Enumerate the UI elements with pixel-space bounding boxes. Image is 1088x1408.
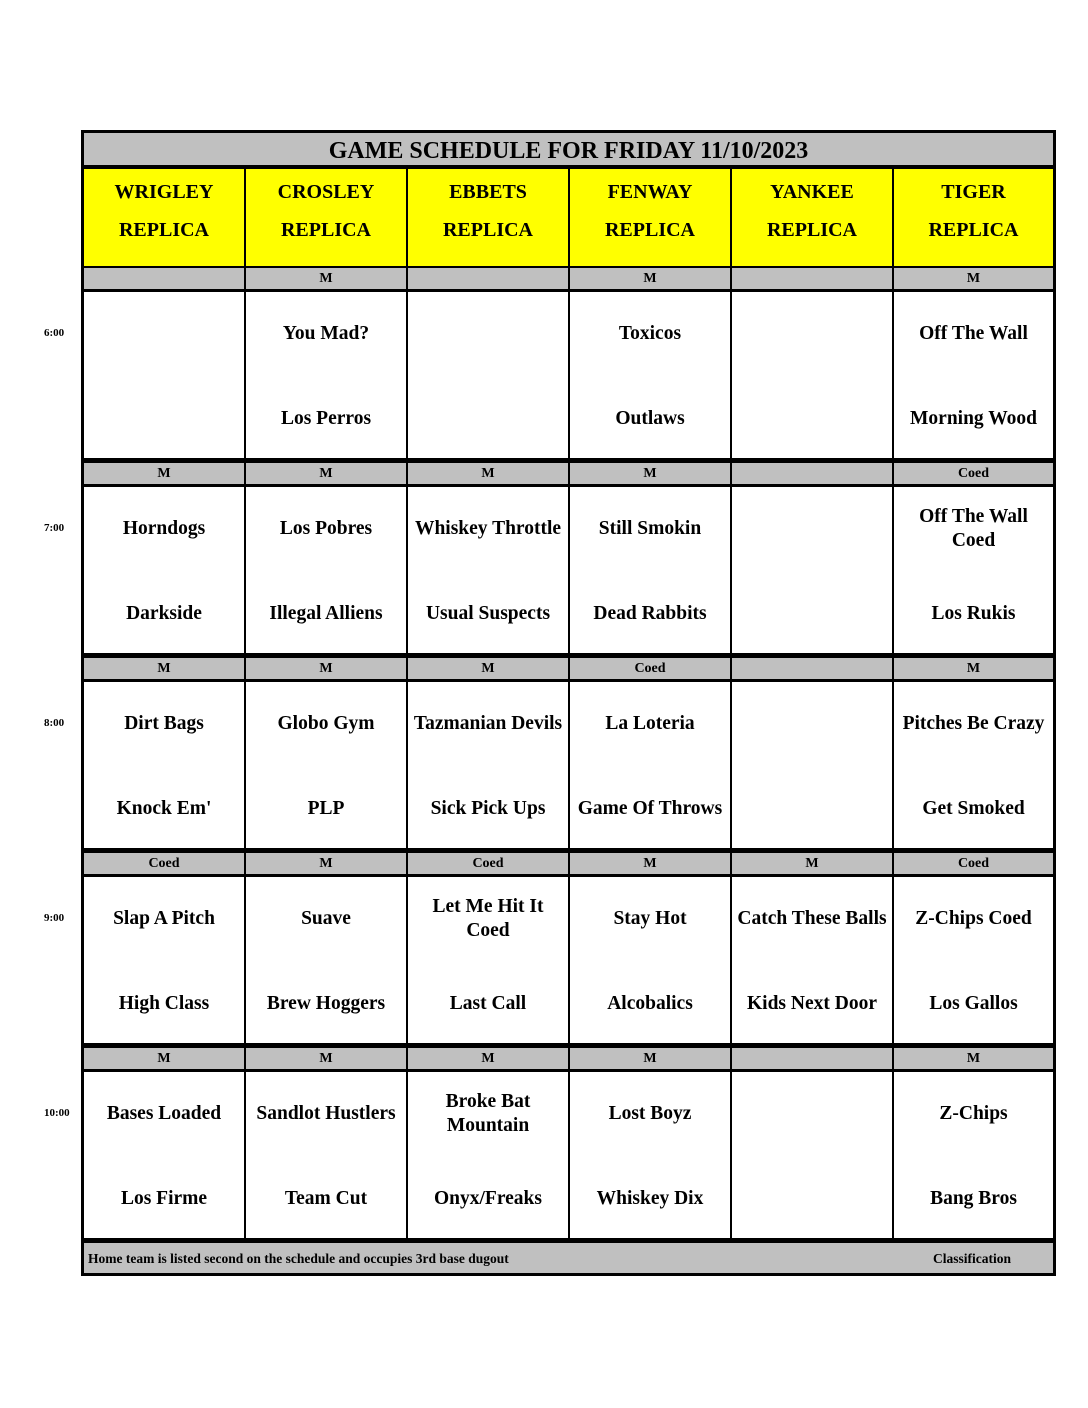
home-team: Sick Pick Ups <box>430 798 546 819</box>
away-team: Z-Chips <box>939 1103 1008 1124</box>
game-cell <box>570 877 730 1043</box>
home-team: Onyx/Freaks <box>434 1188 542 1209</box>
classification-cell <box>84 268 244 289</box>
classification-cell <box>732 1048 892 1069</box>
away-team <box>408 308 568 360</box>
classification-cell: M <box>84 463 244 484</box>
field-subtitle: REPLICA <box>118 219 209 241</box>
away-team: Off The Wall <box>919 323 1028 344</box>
classification-cell: Coed <box>84 853 244 874</box>
game-cell <box>894 487 1053 653</box>
home-team <box>732 588 892 640</box>
home-team: Usual Suspects <box>425 603 551 624</box>
away-team <box>84 308 244 360</box>
classification-cell: M <box>246 268 406 289</box>
home-team: Team Cut <box>284 1188 368 1209</box>
away-team: Los Pobres <box>279 518 373 539</box>
classification-cell: M <box>246 853 406 874</box>
game-cell <box>246 877 406 1043</box>
classification-cell: M <box>84 658 244 679</box>
home-team: Whiskey Dix <box>596 1188 704 1209</box>
time-label: 8:00 <box>44 717 65 729</box>
classification-cell: M <box>570 853 730 874</box>
home-team: Brew Hoggers <box>266 993 386 1014</box>
away-team: Sandlot Hustlers <box>256 1103 396 1124</box>
classification-cell: M <box>408 1048 568 1069</box>
field-subtitle: REPLICA <box>928 219 1019 241</box>
home-team: Bang Bros <box>930 1188 1017 1209</box>
classification-cell: M <box>246 463 406 484</box>
field-name: EBBETS <box>449 181 527 203</box>
game-cell <box>732 292 892 458</box>
schedule-table <box>81 130 1056 1276</box>
footer-row <box>84 1243 1053 1273</box>
game-cell <box>570 292 730 458</box>
field-header-ebbets <box>408 169 568 266</box>
away-team: Catch These Balls <box>737 908 887 929</box>
away-team: Z-Chips Coed <box>915 908 1032 929</box>
classification-cell: Coed <box>408 853 568 874</box>
game-cell <box>408 1072 568 1238</box>
game-cell <box>84 682 244 848</box>
away-team: Horndogs <box>122 518 206 539</box>
game-cell <box>84 877 244 1043</box>
classification-cell <box>732 463 892 484</box>
home-team <box>408 393 568 445</box>
field-header-tiger <box>894 169 1053 266</box>
game-cell <box>570 1072 730 1238</box>
home-team: Morning Wood <box>910 408 1037 429</box>
away-team: Still Smokin <box>598 518 702 539</box>
away-team <box>732 698 892 750</box>
away-team: Whiskey Throttle <box>414 518 562 539</box>
game-cell <box>246 1072 406 1238</box>
game-cell <box>408 877 568 1043</box>
game-cell <box>894 1072 1053 1238</box>
game-cell <box>84 1072 244 1238</box>
classification-cell <box>732 268 892 289</box>
away-team: La Loteria <box>605 713 695 734</box>
away-team <box>732 503 892 555</box>
game-cell <box>894 877 1053 1043</box>
away-team: Globo Gym <box>277 713 375 734</box>
classification-cell: M <box>84 1048 244 1069</box>
away-team: Slap A Pitch <box>113 908 215 929</box>
home-team <box>732 783 892 835</box>
game-cell <box>732 1072 892 1238</box>
field-header-wrigley <box>84 169 244 266</box>
home-team <box>84 393 244 445</box>
footer-legend: Classification <box>933 1251 1012 1266</box>
away-team: Let Me Hit It Coed <box>432 896 544 941</box>
game-cell <box>894 682 1053 848</box>
home-team: Last Call <box>449 993 527 1014</box>
away-team: Bases Loaded <box>106 1103 222 1124</box>
away-team: Tazmanian Devils <box>413 713 563 734</box>
game-cell <box>570 487 730 653</box>
home-team: Darkside <box>126 603 202 624</box>
time-label: 10:00 <box>44 1107 70 1119</box>
classification-cell <box>408 268 568 289</box>
classification-cell <box>732 658 892 679</box>
field-header-yankee <box>732 169 892 266</box>
classification-cell: M <box>570 1048 730 1069</box>
field-name: TIGER <box>941 181 1006 203</box>
home-team <box>732 1173 892 1225</box>
home-team: Illegal Alliens <box>269 603 383 624</box>
away-team: Off The Wall Coed <box>919 506 1028 551</box>
game-cell <box>732 487 892 653</box>
home-team: Dead Rabbits <box>593 603 707 624</box>
home-team <box>732 393 892 445</box>
game-cell <box>246 487 406 653</box>
schedule-title: GAME SCHEDULE FOR FRIDAY 11/10/2023 <box>84 133 1053 167</box>
classification-cell: Coed <box>894 853 1053 874</box>
game-cell <box>246 292 406 458</box>
classification-cell: M <box>732 853 892 874</box>
field-name: YANKEE <box>770 181 854 203</box>
away-team <box>732 1088 892 1140</box>
game-cell <box>894 292 1053 458</box>
time-label: 9:00 <box>44 912 65 924</box>
footer-note: Home team is listed second on the schedule and occupies 3rd base dugout <box>88 1251 509 1266</box>
classification-cell: M <box>894 268 1053 289</box>
home-team: Game Of Throws <box>577 798 723 819</box>
time-label: 7:00 <box>44 522 65 534</box>
away-team: Broke Bat Mountain <box>445 1091 531 1136</box>
field-name: WRIGLEY <box>114 181 214 203</box>
game-cell <box>732 682 892 848</box>
classification-cell: M <box>894 658 1053 679</box>
away-team <box>732 308 892 360</box>
home-team: High Class <box>118 993 210 1014</box>
away-team: Dirt Bags <box>124 713 204 734</box>
field-name: CROSLEY <box>277 181 375 203</box>
home-team: Los Perros <box>280 408 372 429</box>
field-name: FENWAY <box>607 181 693 203</box>
home-team: Get Smoked <box>922 798 1025 819</box>
classification-cell: M <box>246 1048 406 1069</box>
home-team: Los Firme <box>120 1188 208 1209</box>
home-team: Knock Em' <box>116 798 212 819</box>
game-cell <box>570 682 730 848</box>
field-subtitle: REPLICA <box>442 219 533 241</box>
field-header-fenway <box>570 169 730 266</box>
away-team: Stay Hot <box>613 908 687 929</box>
game-cell <box>408 682 568 848</box>
field-header-crosley <box>246 169 406 266</box>
game-cell <box>84 487 244 653</box>
home-team: Los Rukis <box>931 603 1016 624</box>
home-team: Alcobalics <box>607 993 693 1014</box>
away-team: Suave <box>301 908 351 929</box>
classification-cell: M <box>570 463 730 484</box>
away-team: Lost Boyz <box>608 1103 692 1124</box>
home-team: Los Gallos <box>929 993 1018 1014</box>
classification-cell: Coed <box>894 463 1053 484</box>
classification-cell: M <box>408 658 568 679</box>
game-cell <box>732 877 892 1043</box>
away-team: Pitches Be Crazy <box>902 713 1045 734</box>
game-cell <box>246 682 406 848</box>
away-team: You Mad? <box>282 323 370 344</box>
game-cell <box>408 487 568 653</box>
classification-cell: M <box>246 658 406 679</box>
game-cell <box>408 292 568 458</box>
home-team: PLP <box>307 798 345 819</box>
classification-cell: M <box>408 463 568 484</box>
home-team: Outlaws <box>615 408 685 429</box>
time-label: 6:00 <box>44 327 65 339</box>
classification-cell: M <box>570 268 730 289</box>
classification-cell: Coed <box>570 658 730 679</box>
field-subtitle: REPLICA <box>766 219 857 241</box>
home-team: Kids Next Door <box>747 993 877 1014</box>
away-team: Toxicos <box>618 323 682 344</box>
field-subtitle: REPLICA <box>280 219 371 241</box>
game-cell <box>84 292 244 458</box>
classification-cell: M <box>894 1048 1053 1069</box>
field-subtitle: REPLICA <box>604 219 695 241</box>
